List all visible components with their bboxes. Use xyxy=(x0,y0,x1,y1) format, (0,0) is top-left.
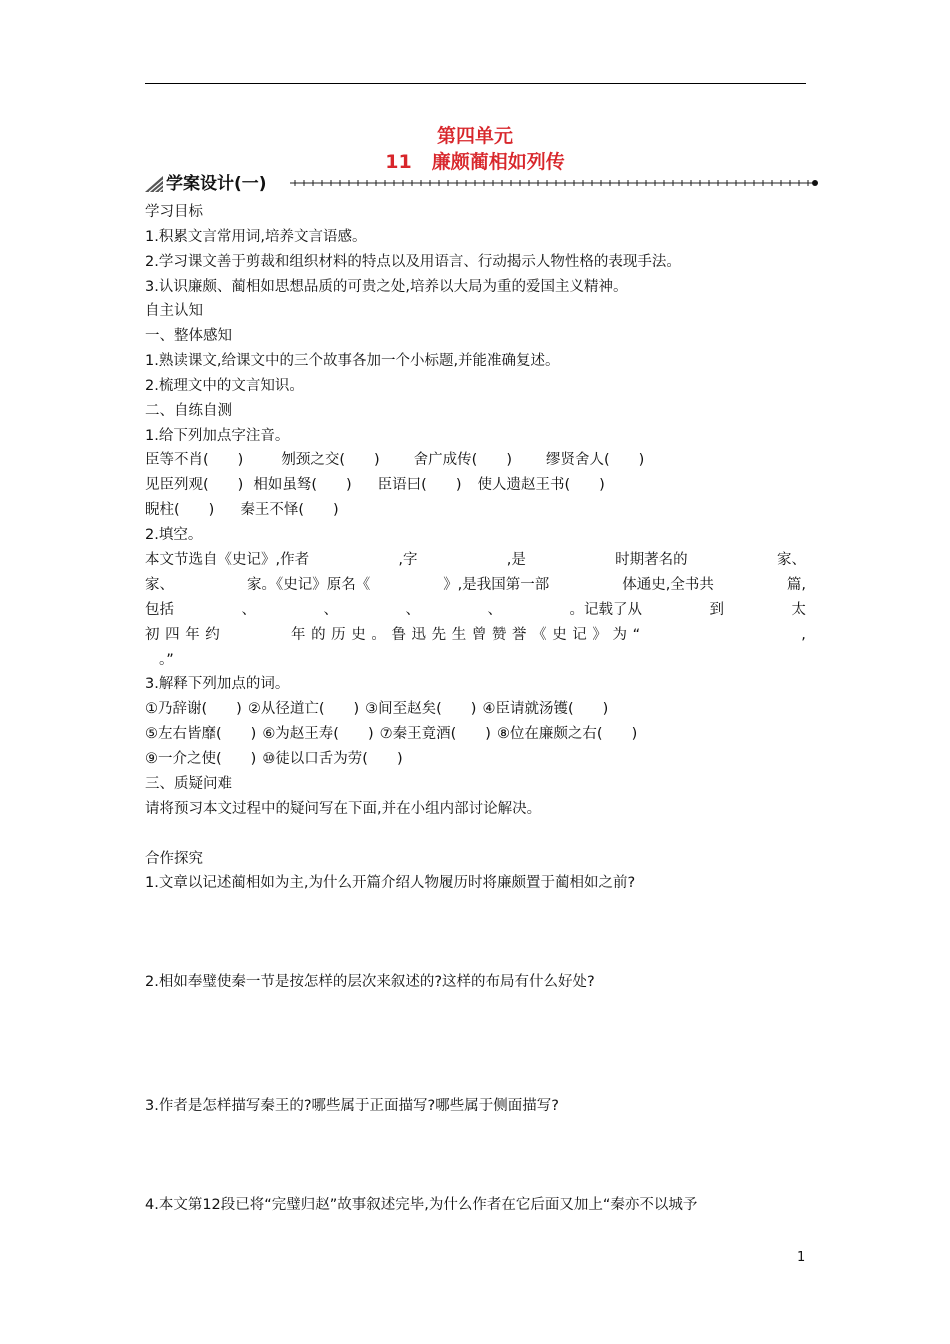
banner-stripe-icon xyxy=(145,176,163,192)
fill-text: 体通史,全书共 xyxy=(622,577,714,593)
fill-char: 为 xyxy=(612,627,627,643)
fill-text: 家、 xyxy=(776,552,806,568)
word-item: ③间至赵矣( ) xyxy=(365,701,477,717)
fill-char: 初 xyxy=(145,627,160,643)
fill-text: 篇, xyxy=(786,577,806,593)
fill-text: 、 xyxy=(487,602,502,618)
cooperation-heading: 合作探究 xyxy=(145,851,203,867)
pinyin-row xyxy=(145,450,644,470)
inquiry-question: 3.作者是怎样描写秦王的?哪些属于正面描写?哪些属于侧面描写? xyxy=(145,1098,559,1114)
part1-heading: 一、整体感知 xyxy=(145,328,232,344)
word-item: ②从径道亡( ) xyxy=(247,701,360,717)
fill-char: 先 xyxy=(431,627,447,643)
word-item: ⑤左右皆靡( ) xyxy=(145,726,257,742)
inquiry-question: 4.本文第12段已将“完璧归赵”故事叙述完毕,为什么作者在它后面又加上“秦亦不以城予 xyxy=(145,1197,698,1213)
fill-char: 史 xyxy=(552,627,567,643)
header-rule xyxy=(145,83,806,84)
pinyin-row xyxy=(145,500,339,520)
pinyin-item: 舍广成传( ) xyxy=(413,452,512,468)
word-item: ⑩徒以口舌为劳( ) xyxy=(262,751,403,767)
banner-label: 学案设计(一) xyxy=(166,174,267,194)
pinyin-item: 睨柱( ) xyxy=(145,502,215,518)
objective-item: 2.学习课文善于剪裁和组织材料的特点以及用语言、行动揭示人物性格的表现手法。 xyxy=(145,254,681,270)
fill-text: 包括 xyxy=(145,602,174,618)
pinyin-row xyxy=(145,475,605,495)
fill-text: 时期著名的 xyxy=(615,552,688,568)
pinyin-item: 刎颈之交( ) xyxy=(281,452,380,468)
word-item: ④臣请就汤镬( ) xyxy=(482,701,609,717)
part3-heading: 三、质疑问难 xyxy=(145,776,232,792)
page-number: 1 xyxy=(797,1250,806,1265)
word-item: ⑦秦王竟酒( ) xyxy=(379,726,491,742)
word-item: ⑨一介之使( ) xyxy=(145,751,257,767)
fill-char: 迅 xyxy=(411,627,427,643)
fill-text: ,是 xyxy=(506,552,526,568)
fill-char: 历 xyxy=(331,627,346,643)
fill-blank-line xyxy=(145,550,806,570)
objective-item: 1.积累文言常用词,培养文言语感。 xyxy=(145,229,367,245)
word-row xyxy=(145,724,637,744)
fill-char: 。 xyxy=(371,627,386,643)
fill-text: 家。《史记》原名《 xyxy=(246,577,371,593)
pinyin-item: 秦王不怿( ) xyxy=(240,502,339,518)
fill-char: , xyxy=(801,627,806,643)
fill-text: ,字 xyxy=(398,552,418,568)
fill-blank-line xyxy=(145,575,806,595)
fill-char: 年 xyxy=(290,627,306,643)
pinyin-item: 臣等不肖( ) xyxy=(145,452,244,468)
fill-text: 、 xyxy=(241,602,256,618)
fill-char: 》 xyxy=(592,627,607,643)
lesson-title: 廉颇蔺相如列传 xyxy=(431,151,565,173)
fill-blank-line xyxy=(145,625,806,645)
fill-char: 年 xyxy=(185,627,200,643)
fill-char: 誉 xyxy=(512,627,527,643)
fill-char: 四 xyxy=(165,627,180,643)
fill-text: 、 xyxy=(405,602,420,618)
word-row xyxy=(145,749,403,769)
fill-char: 的 xyxy=(311,627,326,643)
pinyin-item: 缪贤舍人( ) xyxy=(545,452,645,468)
objectives-heading: 学习目标 xyxy=(145,204,203,220)
unit-title: 第四单元 xyxy=(436,125,513,147)
fill-char: 曾 xyxy=(471,627,487,643)
lesson-number: 11 xyxy=(385,151,412,173)
pinyin-item: 使人遗赵王书( ) xyxy=(477,477,605,493)
fill-char: 约 xyxy=(205,627,220,643)
pinyin-item: 相如虽驽( ) xyxy=(253,477,352,493)
inquiry-question: 2.相如奉璧使秦一节是按怎样的层次来叙述的?这样的布局有什么好处? xyxy=(145,974,595,990)
fill-text: 到 xyxy=(709,602,724,618)
word-row xyxy=(145,699,608,719)
fill-char: 史 xyxy=(351,627,366,643)
fill-text: 。记载了从 xyxy=(569,602,642,618)
q1-label: 1.给下列加点字注音。 xyxy=(145,428,290,444)
part3-text: 请将预习本文过程中的疑问写在下面,并在小组内部讨论解决。 xyxy=(145,801,542,817)
fill-char: 《 xyxy=(532,627,547,643)
fill-char: 鲁 xyxy=(391,627,406,643)
fill-blank-line xyxy=(145,600,806,620)
fill-char: 记 xyxy=(572,627,587,643)
lesson-title-line xyxy=(0,150,950,174)
q2-label: 2.填空。 xyxy=(145,527,203,543)
fill-char: “ xyxy=(632,627,641,643)
pinyin-item: 见臣列观( ) xyxy=(145,477,244,493)
self-study-heading: 自主认知 xyxy=(145,303,203,319)
word-item: ⑥为赵王寿( ) xyxy=(262,726,374,742)
part2-heading: 二、自练自测 xyxy=(145,403,232,419)
fill-text: 本文节选自《史记》,作者 xyxy=(145,552,310,568)
pinyin-item: 臣语曰( ) xyxy=(377,477,462,493)
fill-text: 家、 xyxy=(145,577,174,593)
fill-char: 赞 xyxy=(491,627,507,643)
objective-item: 3.认识廉颇、蔺相如思想品质的可贵之处,培养以大局为重的爱国主义精神。 xyxy=(145,279,628,295)
part1-item: 2.梳理文中的文言知识。 xyxy=(145,378,304,394)
section-banner xyxy=(145,174,820,194)
fill-text: 太 xyxy=(791,602,806,618)
word-item: ⑧位在廉颇之右( ) xyxy=(496,726,638,742)
fill-blank-line: 。” xyxy=(159,652,174,668)
fill-char: 生 xyxy=(451,627,467,643)
q3-label: 3.解释下列加点的词。 xyxy=(145,676,290,692)
fill-text: 》,是我国第一部 xyxy=(443,577,550,593)
fill-text: 、 xyxy=(323,602,338,618)
inquiry-question: 1.文章以记述蔺相如为主,为什么开篇介绍人物履历时将廉颇置于蔺相如之前? xyxy=(145,875,636,891)
part1-item: 1.熟读课文,给课文中的三个故事各加一个小标题,并能准确复述。 xyxy=(145,353,560,369)
word-item: ①乃辞谢( ) xyxy=(145,701,242,717)
